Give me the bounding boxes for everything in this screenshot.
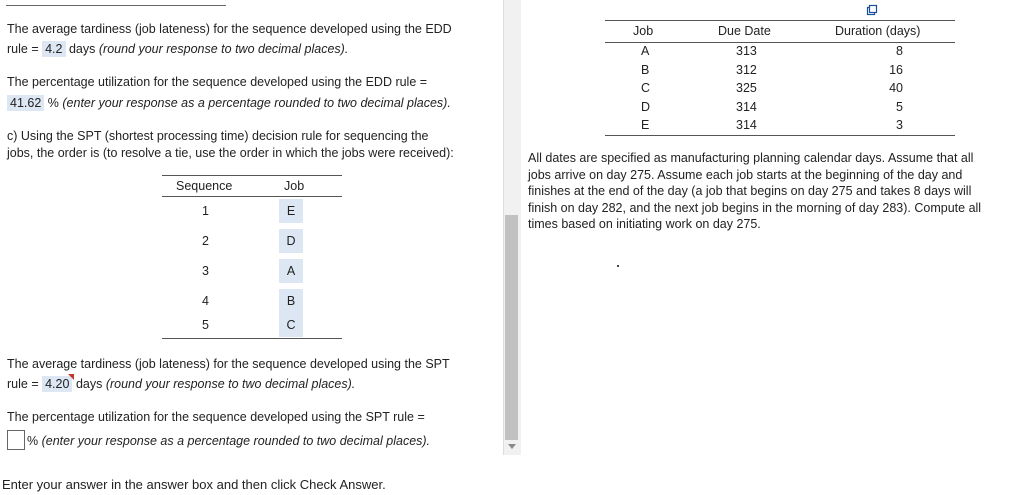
sequence-table-header [162, 175, 342, 197]
due-date-cell: 314 [736, 100, 757, 114]
incorrect-marker-icon [68, 374, 74, 380]
job-answer-cell[interactable]: D [279, 229, 303, 253]
description-line: finish on day 282, and the next job begins in the morning of day 283). Compute all [528, 200, 982, 215]
duration-cell: 40 [889, 81, 903, 95]
due-date-cell: 313 [736, 44, 757, 58]
spt-util-answer-input[interactable] [7, 430, 25, 450]
job-table-header [605, 20, 955, 43]
table-row [162, 259, 342, 283]
spt-tardiness-value: 4.20 [45, 377, 70, 391]
duration-cell: 16 [889, 63, 903, 77]
job-answer-cell[interactable]: B [279, 289, 303, 313]
unit-label: % [27, 434, 39, 448]
table-row [605, 116, 955, 134]
sequence-number: 2 [202, 234, 209, 248]
table-row [162, 289, 342, 313]
spt-util-answer-line [7, 430, 430, 450]
job-cell: E [641, 118, 650, 132]
duration-cell: 8 [896, 44, 903, 58]
description-line: jobs arrive on day 275. Assume each job starts at the beginning of the day and [528, 167, 963, 182]
job-answer-cell[interactable]: C [279, 313, 303, 337]
header-job: Job [284, 179, 305, 193]
table-row [162, 229, 342, 253]
table-row [605, 61, 955, 79]
edd-tardiness-question: The average tardiness (job lateness) for the sequence developed using the EDD [7, 22, 452, 36]
header-sequence: Sequence [176, 179, 233, 193]
footer-instruction: Enter your answer in the answer box and then click Check Answer. [2, 477, 386, 492]
description-line: finishes at the end of the day (a job that begins on day 275 and takes 8 days will [528, 184, 972, 198]
hint-text: (round your response to two decimal places). [105, 377, 356, 391]
edd-util-answer-line [7, 96, 451, 110]
job-cell: C [641, 81, 651, 95]
table-row [605, 42, 955, 60]
table-bottom-rule [605, 135, 955, 136]
spt-util-question: The percentage utilization for the sequence developed using the SPT rule = [7, 410, 425, 424]
table-bottom-rule [162, 338, 342, 339]
edd-tardiness-answer[interactable]: 4.2 [42, 41, 65, 57]
edd-tardiness-answer-line [7, 42, 348, 56]
unit-label: % [47, 96, 59, 110]
unit-label: days [75, 377, 103, 391]
header-due-date: Due Date [718, 24, 771, 38]
problem-description [528, 150, 1023, 233]
due-date-cell: 325 [736, 81, 757, 95]
table-row [162, 313, 342, 337]
copy-icon[interactable] [866, 4, 878, 19]
job-answer-cell[interactable]: A [279, 259, 303, 283]
sequence-number: 4 [202, 294, 209, 308]
job-cell: A [641, 44, 650, 58]
job-cell: D [641, 100, 651, 114]
table-row [605, 98, 955, 116]
description-line: times based on initiating work on day 275. [528, 217, 761, 231]
table-row [162, 199, 342, 223]
edd-util-question: The percentage utilization for the sequence developed using the EDD rule = [7, 75, 428, 89]
description-line: All dates are specified as manufacturing planning calendar days. Assume that all [528, 151, 974, 165]
job-cell: B [641, 63, 650, 77]
edd-util-answer[interactable]: 41.62 [7, 95, 44, 111]
scroll-down-arrow-icon[interactable] [508, 444, 516, 449]
stray-dot [617, 265, 619, 267]
spt-tardiness-answer[interactable] [42, 376, 72, 392]
part-c-question: c) Using the SPT (shortest processing time) decision rule for sequencing the [7, 129, 429, 143]
hint-text: (enter your response as a percentage rounded to two decimal places). [62, 96, 451, 110]
job-answer-cell[interactable]: E [279, 199, 303, 223]
top-divider [6, 5, 226, 6]
table-row [605, 79, 955, 97]
header-job: Job [633, 24, 654, 38]
scrollbar-thumb[interactable] [505, 215, 518, 440]
sequence-number: 3 [202, 264, 209, 278]
duration-cell: 5 [896, 100, 903, 114]
duration-cell: 3 [896, 118, 903, 132]
rule-label: rule = [7, 42, 39, 56]
hint-text: (enter your response as a percentage rounded to two decimal places). [41, 434, 431, 448]
due-date-cell: 312 [736, 63, 757, 77]
rule-label: rule = [7, 377, 39, 391]
header-duration: Duration (days) [835, 24, 921, 38]
due-date-cell: 314 [736, 118, 757, 132]
hint-text: (round your response to two decimal places). [98, 42, 349, 56]
spt-tardiness-question: The average tardiness (job lateness) for the sequence developed using the SPT [7, 357, 450, 371]
unit-label: days [68, 42, 96, 56]
spt-tardiness-answer-line [7, 377, 355, 391]
sequence-number: 1 [202, 204, 209, 218]
sequence-number: 5 [202, 318, 209, 332]
part-c-question-2: jobs, the order is (to resolve a tie, use the order in which the jobs were received): [7, 146, 454, 160]
